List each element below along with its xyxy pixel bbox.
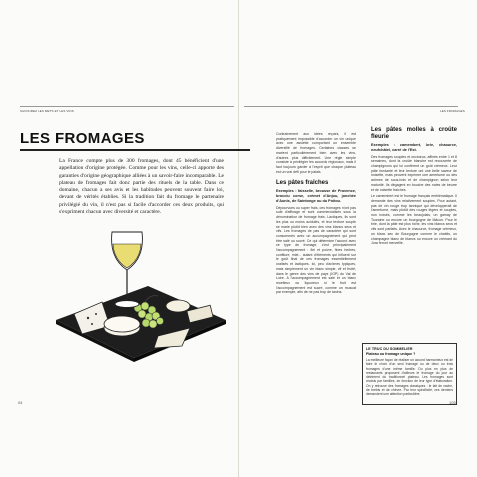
left-running-title: SAVOUREZ LES METS ET LES VINS [20,109,74,113]
sommelier-box-subtitle: Plateau ou fromage unique ? [366,352,416,356]
left-header-rule [20,106,234,107]
column-left [276,132,356,297]
col2-examples: Exemples : camembert, brie, chaource, neufchâtel, carré de l'Est. [371,143,457,152]
col1-para1: Contrairement aux idées reçues, il est pratiquement impossible d'accorder un vin unique avec une assiette comportant un ensemble diversifié de fromages. Certaines classes se marient particulièrement bien avec les vins, d'autres plus difficilement. Une règle simple consiste à privilégier les accords régionaux, mais il faut toujours garder à l'esprit que chaque plateau est un vrai défi pour le palais. [276,132,356,174]
page-title: LES FROMAGES [20,130,145,147]
intro-paragraph: La France compte plus de 300 fromages, dont 45 bénéficient d'une appellation d'origine protégée. Comme pour les vins, celle-ci apporte des garanties d'origine géographique alliées à un savoir-faire incomparable. Le plateau de fromages fait donc partie des rituels de la table. Dans ce domaine, chacun a ses avis et les habitudes peuvent souvent faire loi, devant de vérités établies. Si la tradition fait du fromage le partenaire privilégié du vin, il n'est pas si facile d'accorder ces deux produits, qui s'expriment chacun avec diversité et caractère. [59,158,224,216]
gutter-shadow [238,0,239,477]
sommelier-box-text: La meilleure façon de réaliser un accord harmonieux est de faire le choix d'un seul fromage ou de deux ou trois fromages d'une même famille. Du plus en plus de restaurants proposent d'ailleurs le fromage du jour au détriment du traditionnel plateau. Les fromages sont choisis par familles, en fonction de leur type d'élaboration. On y retrouve des fromages classiques : le lait de vache, de brebis et de chèvre. Par leur spécificité, ces derniers demandent une attention particulière. [366,358,453,397]
column-right [371,127,457,248]
heading-croute-fleurie: Les pâtes molles à croûte fleurie [371,127,457,140]
sommelier-tip-box [362,343,457,405]
title-rule [20,149,250,151]
col2-para1: Des fromages souples et onctueux, affinés entre 1 et 8 semaines, dont la croûte blanche est recouverte de champignons qui lui confèrent un goût crémeux. Leur pâte fondante et leur texture ont une belle saveur de noisette, mais peuvent exprimer une amertume ou des arômes de sous-bois et de champignon selon leur maturité. Ils dégagent en bouche des notes de beurre et de noisette fraîches. [371,154,457,192]
heading-pates-fraiches: Les pâtes fraîches [276,180,329,187]
right-header-rule [244,106,458,107]
col2-para2: Le camembert est le fromage français emblématique. Il demande des vins relativement souples. Pour autant, pas de vin rouge trop tannique qui développerait de l'amertume, mais plutôt des rouges légers et souples, non boisés, comme les beaujolais, un gamay de Touraine ou encore un bourgogne de Mâcon. Pour le brie, dont la pâte est plus riche, les vins blancs secs et vifs sont parfaits. Avec le chaource, fromage crémeux, un blanc sec de Bourgogne comme le chablis, un champagne blanc de blancs ou encore un crémant du Jura feront merveille. [371,194,457,246]
col1-examples: Exemples : faisselle, brousse de Provence, brocciu corse, crémet d'Anjou, jonchée d'Aunis, de Saintonge ou du Poitou. [276,189,356,203]
col1-para2: Dépourvues ou super frais, ces fromages n'ont pas subi d'affinage et sont commercialisés sous la dénomination de fromage frais. Lactiques, ils sont les plus ou moins acidulés, et leur texture souple se marie plutôt bien avec des vins blancs secs et vifs. Les fromages de pas de caractère qui sont consommés avec un accompagnement qui peut être salé ou sucré. Ce qui détermine l'accord avec ce type de fromage, c'est principalement l'accompagnement : fiel et poivre, fines herbes, confiture, miel... autant d'éléments qui influent sur le goût final de ces fromages essentiellement oralisés et lactiques. Ici, peu d'arômes typiques, mais simplement un vin blanc simple, vif et fruité, dans le genre des vins de pays (IGP) du Val de Loire. A l'accompagnement est salé et un blanc moelleux ou liquoreux si le fruit est l'accompagnement est sucré, comme un muscat par exemple, afin de ne pas trop de tanins. [276,205,356,295]
goat-cheese-icon [166,300,190,312]
cheese-board-illustration [50,228,230,378]
right-page-number: 105 [449,400,456,405]
right-running-title: LES FROMAGES [440,109,465,113]
sommelier-box-title: LE TRUC DU SOMMELIER [366,347,413,351]
left-page-number: 04 [18,400,23,405]
